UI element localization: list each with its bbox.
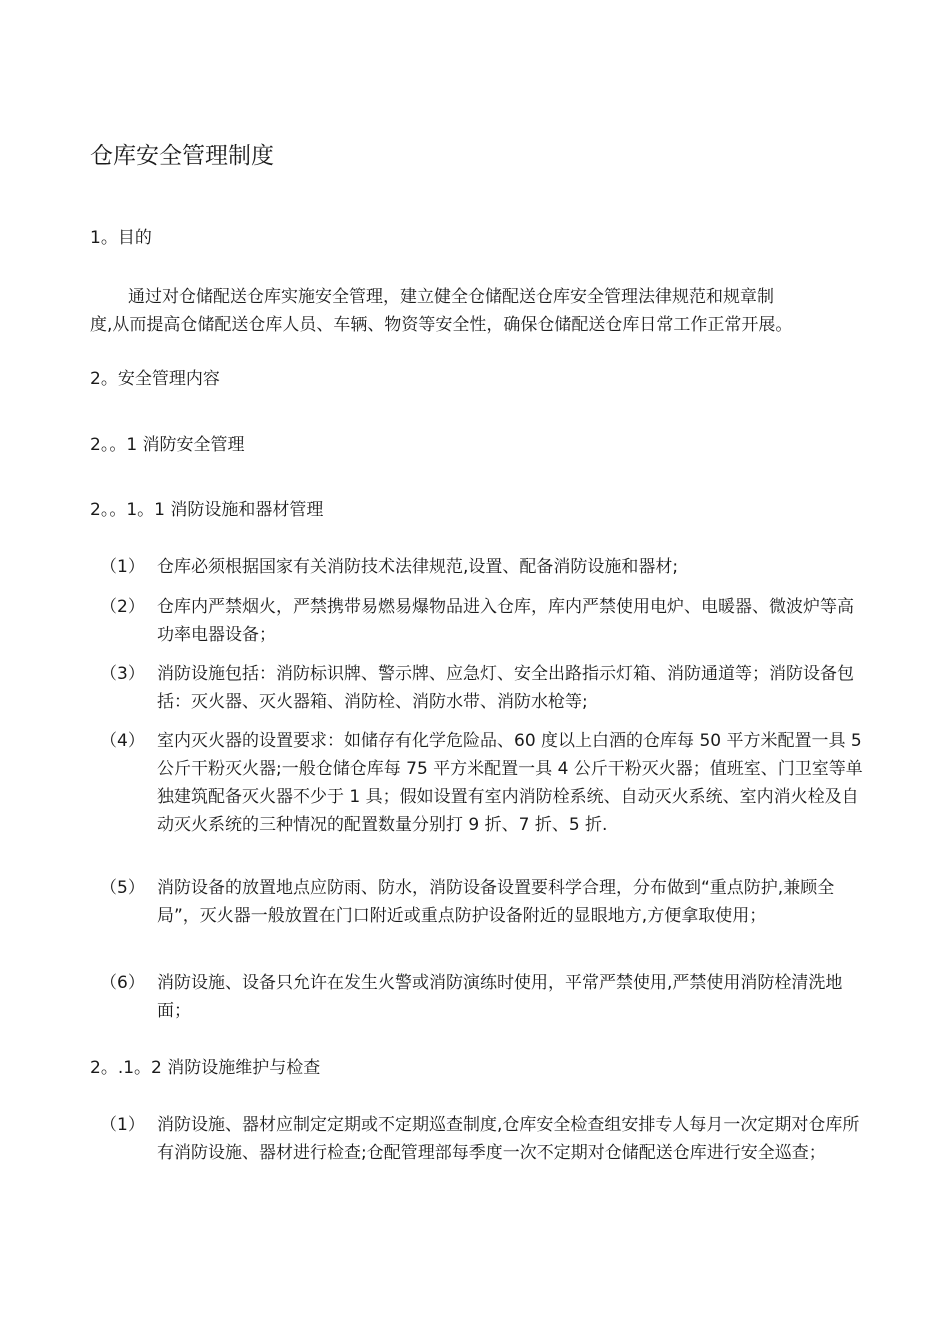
section-1-paragraph-line-1: 通过对仓储配送仓库实施安全管理，建立健全仓储配送仓库安全管理法律规范和规章制 <box>128 287 774 307</box>
list-item-text: 消防设备的放置地点应防雨、防水，消防设备设置要科学合理，分布做到“重点防护,兼顾全局”，灭火器一般放置在门口附近或重点防护设备附近的显眼地方,方便拿取使用； <box>157 878 835 926</box>
list-item-number: （6） <box>100 973 145 993</box>
section-2-1-2-heading: 2。.1。2 消防设施维护与检查 <box>90 1058 321 1078</box>
list-item-text: 室内灭火器的设置要求：如储存有化学危险品、60 度以上白酒的仓库每 50 平方米配置一具 5 公斤干粉灭火器;一般仓储仓库每 75 平方米配置一具 4 公斤干粉灭火器；值班室、门卫室等单独建筑配备灭火器不少于 1 具；假如设置有室内消防栓系统、自动灭火系统、室内消火栓及自动灭火系统的三种情况的配置数量分别打 9 折、7 折、5 折. <box>157 731 863 835</box>
list-item-number: （5） <box>100 878 145 898</box>
section-1-heading: 1。目的 <box>90 228 152 248</box>
list-item-number: （3） <box>100 664 145 684</box>
section-2-1-1-heading: 2。。1。1 消防设施和器材管理 <box>90 500 324 520</box>
list-item-text: 消防设施、设备只允许在发生火警或消防演练时使用，平常严禁使用,严禁使用消防栓清洗地面； <box>157 973 843 1021</box>
list-item-number: （2） <box>100 597 145 617</box>
document-title: 仓库安全管理制度 <box>90 143 274 169</box>
list-item-text: 仓库内严禁烟火，严禁携带易燃易爆物品进入仓库，库内严禁使用电炉、电暖器、微波炉等高功率电器设备； <box>157 597 854 645</box>
list-item-text: 消防设施包括：消防标识牌、警示牌、应急灯、安全出路指示灯箱、消防通道等；消防设备包括：灭火器、灭火器箱、消防栓、消防水带、消防水枪等; <box>157 664 854 712</box>
section-1-paragraph-line-2: 度,从而提高仓储配送仓库人员、车辆、物资等安全性，确保仓储配送仓库日常工作正常开展。 <box>90 315 793 335</box>
list-item-number: （4） <box>100 731 145 751</box>
section-2-heading: 2。安全管理内容 <box>90 369 220 389</box>
section-1-paragraph <box>90 283 870 339</box>
list-item-number: （1） <box>100 557 145 577</box>
list-item-number: （1） <box>100 1115 145 1135</box>
list-item-text: 消防设施、器材应制定定期或不定期巡查制度,仓库安全检查组安排专人每月一次定期对仓库所有消防设施、器材进行检查;仓配管理部每季度一次不定期对仓储配送仓库进行安全巡查； <box>157 1115 860 1163</box>
section-2-1-heading: 2。。1 消防安全管理 <box>90 435 245 455</box>
list-item-text: 仓库必须根据国家有关消防技术法律规范,设置、配备消防设施和器材; <box>157 557 679 577</box>
